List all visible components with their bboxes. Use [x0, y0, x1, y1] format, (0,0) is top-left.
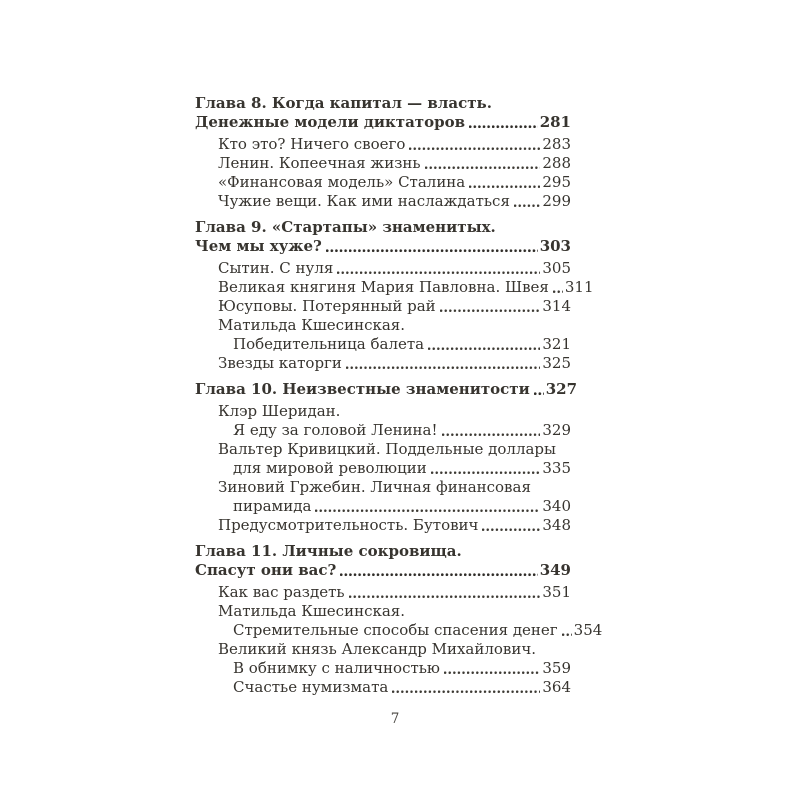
toc-chapter-line: [195, 380, 578, 399]
entry-title: Великий князь Александр Михайлович.: [218, 640, 537, 658]
entry-title: Стремительные способы спасения денег: [233, 621, 558, 639]
dot-leader: [553, 290, 563, 294]
entry-title: В обнимку с наличностью: [233, 659, 440, 677]
toc-section-chapter-10: [195, 380, 578, 535]
toc-entry: [195, 516, 571, 535]
toc-section-chapter-11: [195, 542, 603, 697]
entry-title: Матильда Кшесинская.: [218, 602, 406, 620]
page-number: 349: [539, 561, 571, 579]
toc-chapter-line: [195, 542, 571, 561]
entry-title: Юсуповы. Потерянный рай: [218, 297, 436, 315]
dot-leader: [431, 471, 541, 475]
entry-title: Кто это? Ничего своего: [218, 135, 406, 153]
table-of-contents: [195, 94, 603, 697]
dot-leader: [349, 595, 541, 599]
chapter-title: Глава 9. «Стартапы» знаменитых.: [195, 218, 496, 236]
entry-title: Как вас раздеть: [218, 583, 345, 601]
toc-entry-first-line: [195, 478, 571, 497]
entry-title: Зиновий Гржебин. Личная финансовая: [218, 478, 531, 496]
entry-title: Великая княгиня Мария Павловна. Швея: [218, 278, 549, 296]
dot-leader: [534, 392, 544, 396]
entry-title: для мировой революции: [233, 459, 427, 477]
page-number: 305: [542, 259, 571, 277]
dot-leader: [440, 309, 541, 313]
page-number: 348: [542, 516, 571, 534]
toc-entry: [195, 278, 594, 297]
dot-leader: [469, 185, 540, 189]
toc-chapter-line: [195, 561, 571, 580]
dot-leader: [346, 366, 540, 370]
toc-entry: [195, 259, 571, 278]
page-number: 303: [539, 237, 571, 255]
page-number: 329: [542, 421, 571, 439]
toc-entry-continuation: [195, 459, 571, 478]
entry-title: Предусмотрительность. Бутович: [218, 516, 479, 534]
dot-leader: [337, 271, 540, 275]
page-number: 351: [542, 583, 571, 601]
toc-entry-continuation: [195, 421, 571, 440]
toc-entry-first-line: [195, 602, 571, 621]
page-number: 359: [542, 659, 571, 677]
toc-entry-continuation: [195, 335, 571, 354]
toc-entry: [195, 154, 571, 173]
folio-page-number: 7: [390, 711, 400, 727]
toc-entry-continuation: [195, 497, 571, 516]
entry-title: Чужие вещи. Как ими наслаждаться: [218, 192, 510, 210]
chapter-title: Денежные модели диктаторов: [195, 113, 466, 131]
dot-leader: [469, 125, 538, 129]
toc-entry: [195, 173, 571, 192]
entry-title: Клэр Шеридан.: [218, 402, 341, 420]
toc-entry-continuation: [195, 678, 571, 697]
entry-title: «Финансовая модель» Сталина: [218, 173, 466, 191]
toc-section-chapter-8: [195, 94, 571, 211]
toc-entry-first-line: [195, 440, 571, 459]
page-number: 340: [542, 497, 571, 515]
toc-entry: [195, 583, 571, 602]
dot-leader: [442, 433, 541, 437]
dot-leader: [340, 573, 537, 577]
page-number: 283: [542, 135, 571, 153]
chapter-title: Глава 11. Личные сокровища.: [195, 542, 462, 560]
page-number: 335: [542, 459, 571, 477]
chapter-title: Глава 10. Неизвестные знаменитости: [195, 380, 530, 398]
dot-leader: [392, 690, 540, 694]
dot-leader: [444, 671, 540, 675]
entry-title: Победительница балета: [233, 335, 425, 353]
toc-entry-continuation: [195, 621, 603, 640]
page-number: 311: [564, 278, 594, 296]
toc-entry-first-line: [195, 402, 571, 421]
page-number: 364: [542, 678, 571, 696]
entry-title: Звезды каторги: [218, 354, 342, 372]
toc-entry-continuation: [195, 659, 571, 678]
page-number: 295: [542, 173, 571, 191]
chapter-title: Чем мы хуже?: [195, 237, 322, 255]
entry-title: Вальтер Кривицкий. Поддельные доллары: [218, 440, 556, 458]
dot-leader: [409, 147, 540, 151]
dot-leader: [482, 528, 540, 532]
toc-entry: [195, 354, 571, 373]
toc-entry-first-line: [195, 316, 571, 335]
page-number: 327: [545, 380, 578, 398]
dot-leader: [326, 249, 538, 253]
entry-title: Сытин. С нуля: [218, 259, 334, 277]
dot-leader: [425, 166, 541, 170]
toc-chapter-line: [195, 113, 571, 132]
page-number: 354: [573, 621, 603, 639]
entry-title: Матильда Кшесинская.: [218, 316, 406, 334]
entry-title: пирамида: [233, 497, 312, 515]
page-number: 288: [542, 154, 571, 172]
toc-entry: [195, 297, 571, 316]
toc-entry: [195, 192, 571, 211]
toc-chapter-line: [195, 237, 571, 256]
entry-title: Ленин. Копеечная жизнь: [218, 154, 421, 172]
folio: [0, 711, 790, 727]
toc-chapter-line: [195, 218, 571, 237]
page-number: 321: [542, 335, 571, 353]
chapter-title: Глава 8. Когда капитал — власть.: [195, 94, 492, 112]
toc-chapter-line: [195, 94, 571, 113]
page-number: 325: [542, 354, 571, 372]
entry-title: Я еду за головой Ленина!: [233, 421, 438, 439]
page-number: 314: [542, 297, 571, 315]
dot-leader: [514, 204, 540, 208]
dot-leader: [315, 509, 540, 513]
toc-entry-first-line: [195, 640, 571, 659]
chapter-title: Спасут они вас?: [195, 561, 337, 579]
entry-title: Счастье нумизмата: [233, 678, 389, 696]
page-number: 299: [542, 192, 571, 210]
page-number: 281: [539, 113, 571, 131]
toc-entry: [195, 135, 571, 154]
toc-section-chapter-9: [195, 218, 594, 373]
dot-leader: [428, 347, 540, 351]
dot-leader: [562, 633, 572, 637]
